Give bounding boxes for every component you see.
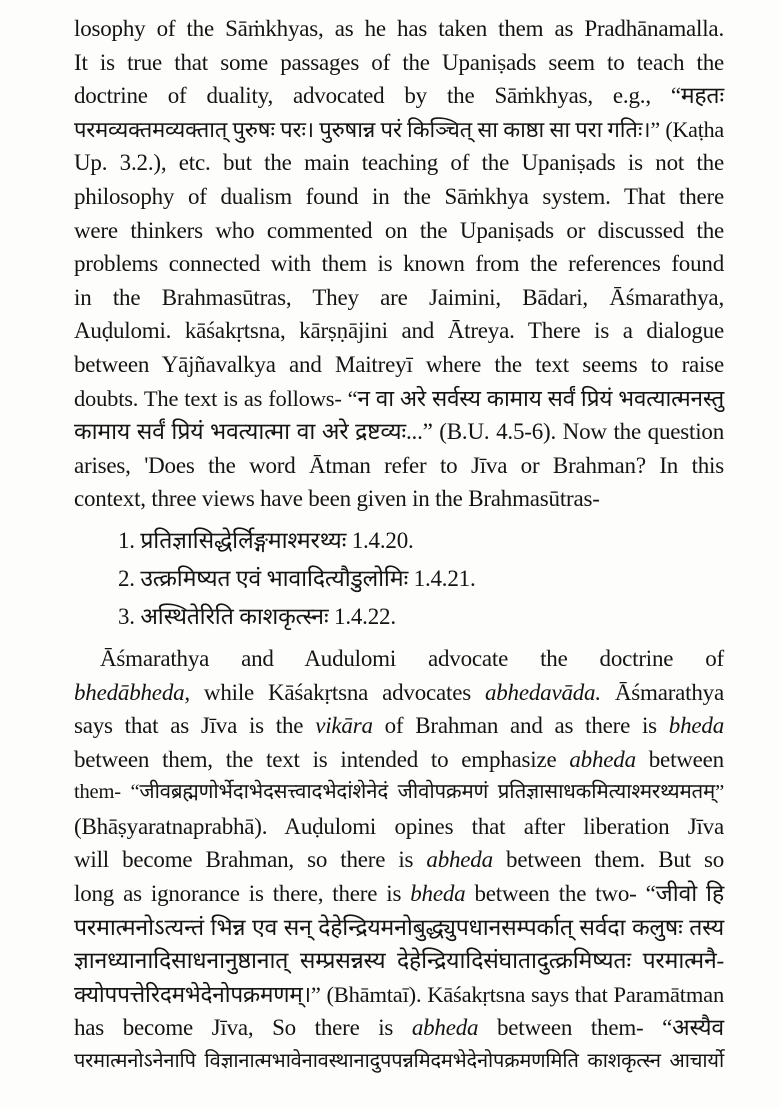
term: abheda <box>426 847 493 873</box>
text-line: doctrine of duality, advocated by the Sāṁkhyas, e.g., “महतः <box>74 83 724 109</box>
text-line: them- “जीवब्रह्मणोर्भेदाभेदसत्त्वादभेदांशेनेदं जीवोपक्रमणं प्रतिज्ञासाधकमित्याश्मरथ्यमतम्” <box>74 781 724 804</box>
sutra-item: 2. उत्क्रमिष्यत एवं भावादित्यौडुलोमिः 1.4.21. <box>118 565 476 591</box>
term: abheda <box>569 746 636 772</box>
term: abhedavāda. <box>484 679 601 705</box>
text-line: bhedābheda, while Kāśakṛtsna advocates abhedavāda. Āśmarathya <box>74 679 724 705</box>
text-line: It is true that some passages of the Upaniṣads seem to teach the <box>74 49 724 75</box>
text-line: in the Brahmasūtras, They are Jaimini, Bādari, Āśmarathya, <box>74 284 724 310</box>
text-line: Up. 3.2.), etc. but the main teaching of the Upaniṣads is not the <box>74 150 724 176</box>
text-line: doubts. The text is as follows- “न वा अरे सर्वस्य कामाय सर्वं प्रियं भवत्यात्मनस्तु <box>74 385 724 411</box>
text-line: परमात्मनोऽनेनापि विज्ञानात्मभावेनावस्थानादुपपन्नमिदमभेदेनोपक्रमणमिति काशकृत्स्न आचार्यो <box>74 1050 724 1073</box>
text-line: (Bhāṣyaratnaprabhā). Auḍulomi opines that after liberation Jīva <box>74 813 724 839</box>
intro-paragraph <box>74 12 724 516</box>
text-line: philosophy of dualism found in the Sāṁkhya system. That there <box>74 183 724 209</box>
text-line: losophy of the Sāṁkhyas, as he has taken them as Pradhānamalla. <box>74 16 724 41</box>
text-line: arises, 'Does the word Ātman refer to Jīva or Brahman? In this <box>74 452 724 478</box>
text-line: will become Brahman, so there is abheda between them. But so <box>74 847 724 873</box>
text-line: context, three views have been given in the Brahmasūtras- <box>74 486 600 512</box>
text-line: Auḍulomi. kāśakṛtsna, kārṣṇājini and Ātreya. There is a dialogue <box>74 318 724 344</box>
text-line: between them, the text is intended to emphasize abheda between <box>74 746 724 772</box>
term: bheda <box>410 881 466 907</box>
text-line: परमात्मनोऽत्यन्तं भिन्न एव सन् देहेन्द्रियमनोबुद्ध्युपधानसम्पर्कात् सर्वदा कलुषः तस्य <box>74 914 724 940</box>
text-line: क्योपपत्तेरिदमभेदेनोपक्रमणम्।” (Bhāmtaī). Kāśakṛtsna says that Paramātman <box>74 981 724 1007</box>
page-text <box>74 12 724 1079</box>
term: bheda <box>668 713 725 739</box>
sutra-list <box>74 522 724 636</box>
text-line: has become Jīva, So there is abheda between them- “अस्यैव <box>74 1015 724 1041</box>
text-line: Āśmarathya and Audulomi advocate the doctrine of <box>100 645 724 671</box>
text-line: long as ignorance is there, there is bheda between the two- “जीवो हि <box>74 881 724 907</box>
text-line: ज्ञानध्यानादिसाधनानुष्ठानात् सम्प्रसन्नस्य देहेन्द्रियादिसंघातादुत्क्रमिष्यतः परमात्मनै- <box>74 948 724 974</box>
sutra-item: 1. प्रतिज्ञासिद्धेर्लिङ्गमाश्मरथ्यः 1.4.20. <box>118 527 414 553</box>
text-line: problems connected with them is known from the references found <box>74 251 724 277</box>
text-line: were thinkers who commented on the Upaniṣads or discussed the <box>74 217 724 243</box>
sutra-item: 3. अस्थितेरिति काशकृत्स्नः 1.4.22. <box>118 603 396 629</box>
term: abheda <box>411 1015 479 1041</box>
text-line: between Yājñavalkya and Maitreyī where the text seems to raise <box>74 351 724 377</box>
text-line: परमव्यक्तमव्यक्तात् पुरुषः परः। पुरुषान्न परं किञ्चित् सा काष्ठा सा परा गतिः।” (Kaṭha <box>74 116 724 142</box>
text-line: कामाय सर्वं प्रियं भवत्यात्मा वा अरे द्रष्टव्यः...” (B.U. 4.5-6). Now the question <box>74 419 724 445</box>
body-paragraph <box>74 642 724 1079</box>
text-line: says that as Jīva is the vikāra of Brahman and as there is bheda <box>74 713 725 739</box>
term: vikāra <box>315 713 373 739</box>
term: bhedābheda <box>74 679 185 705</box>
